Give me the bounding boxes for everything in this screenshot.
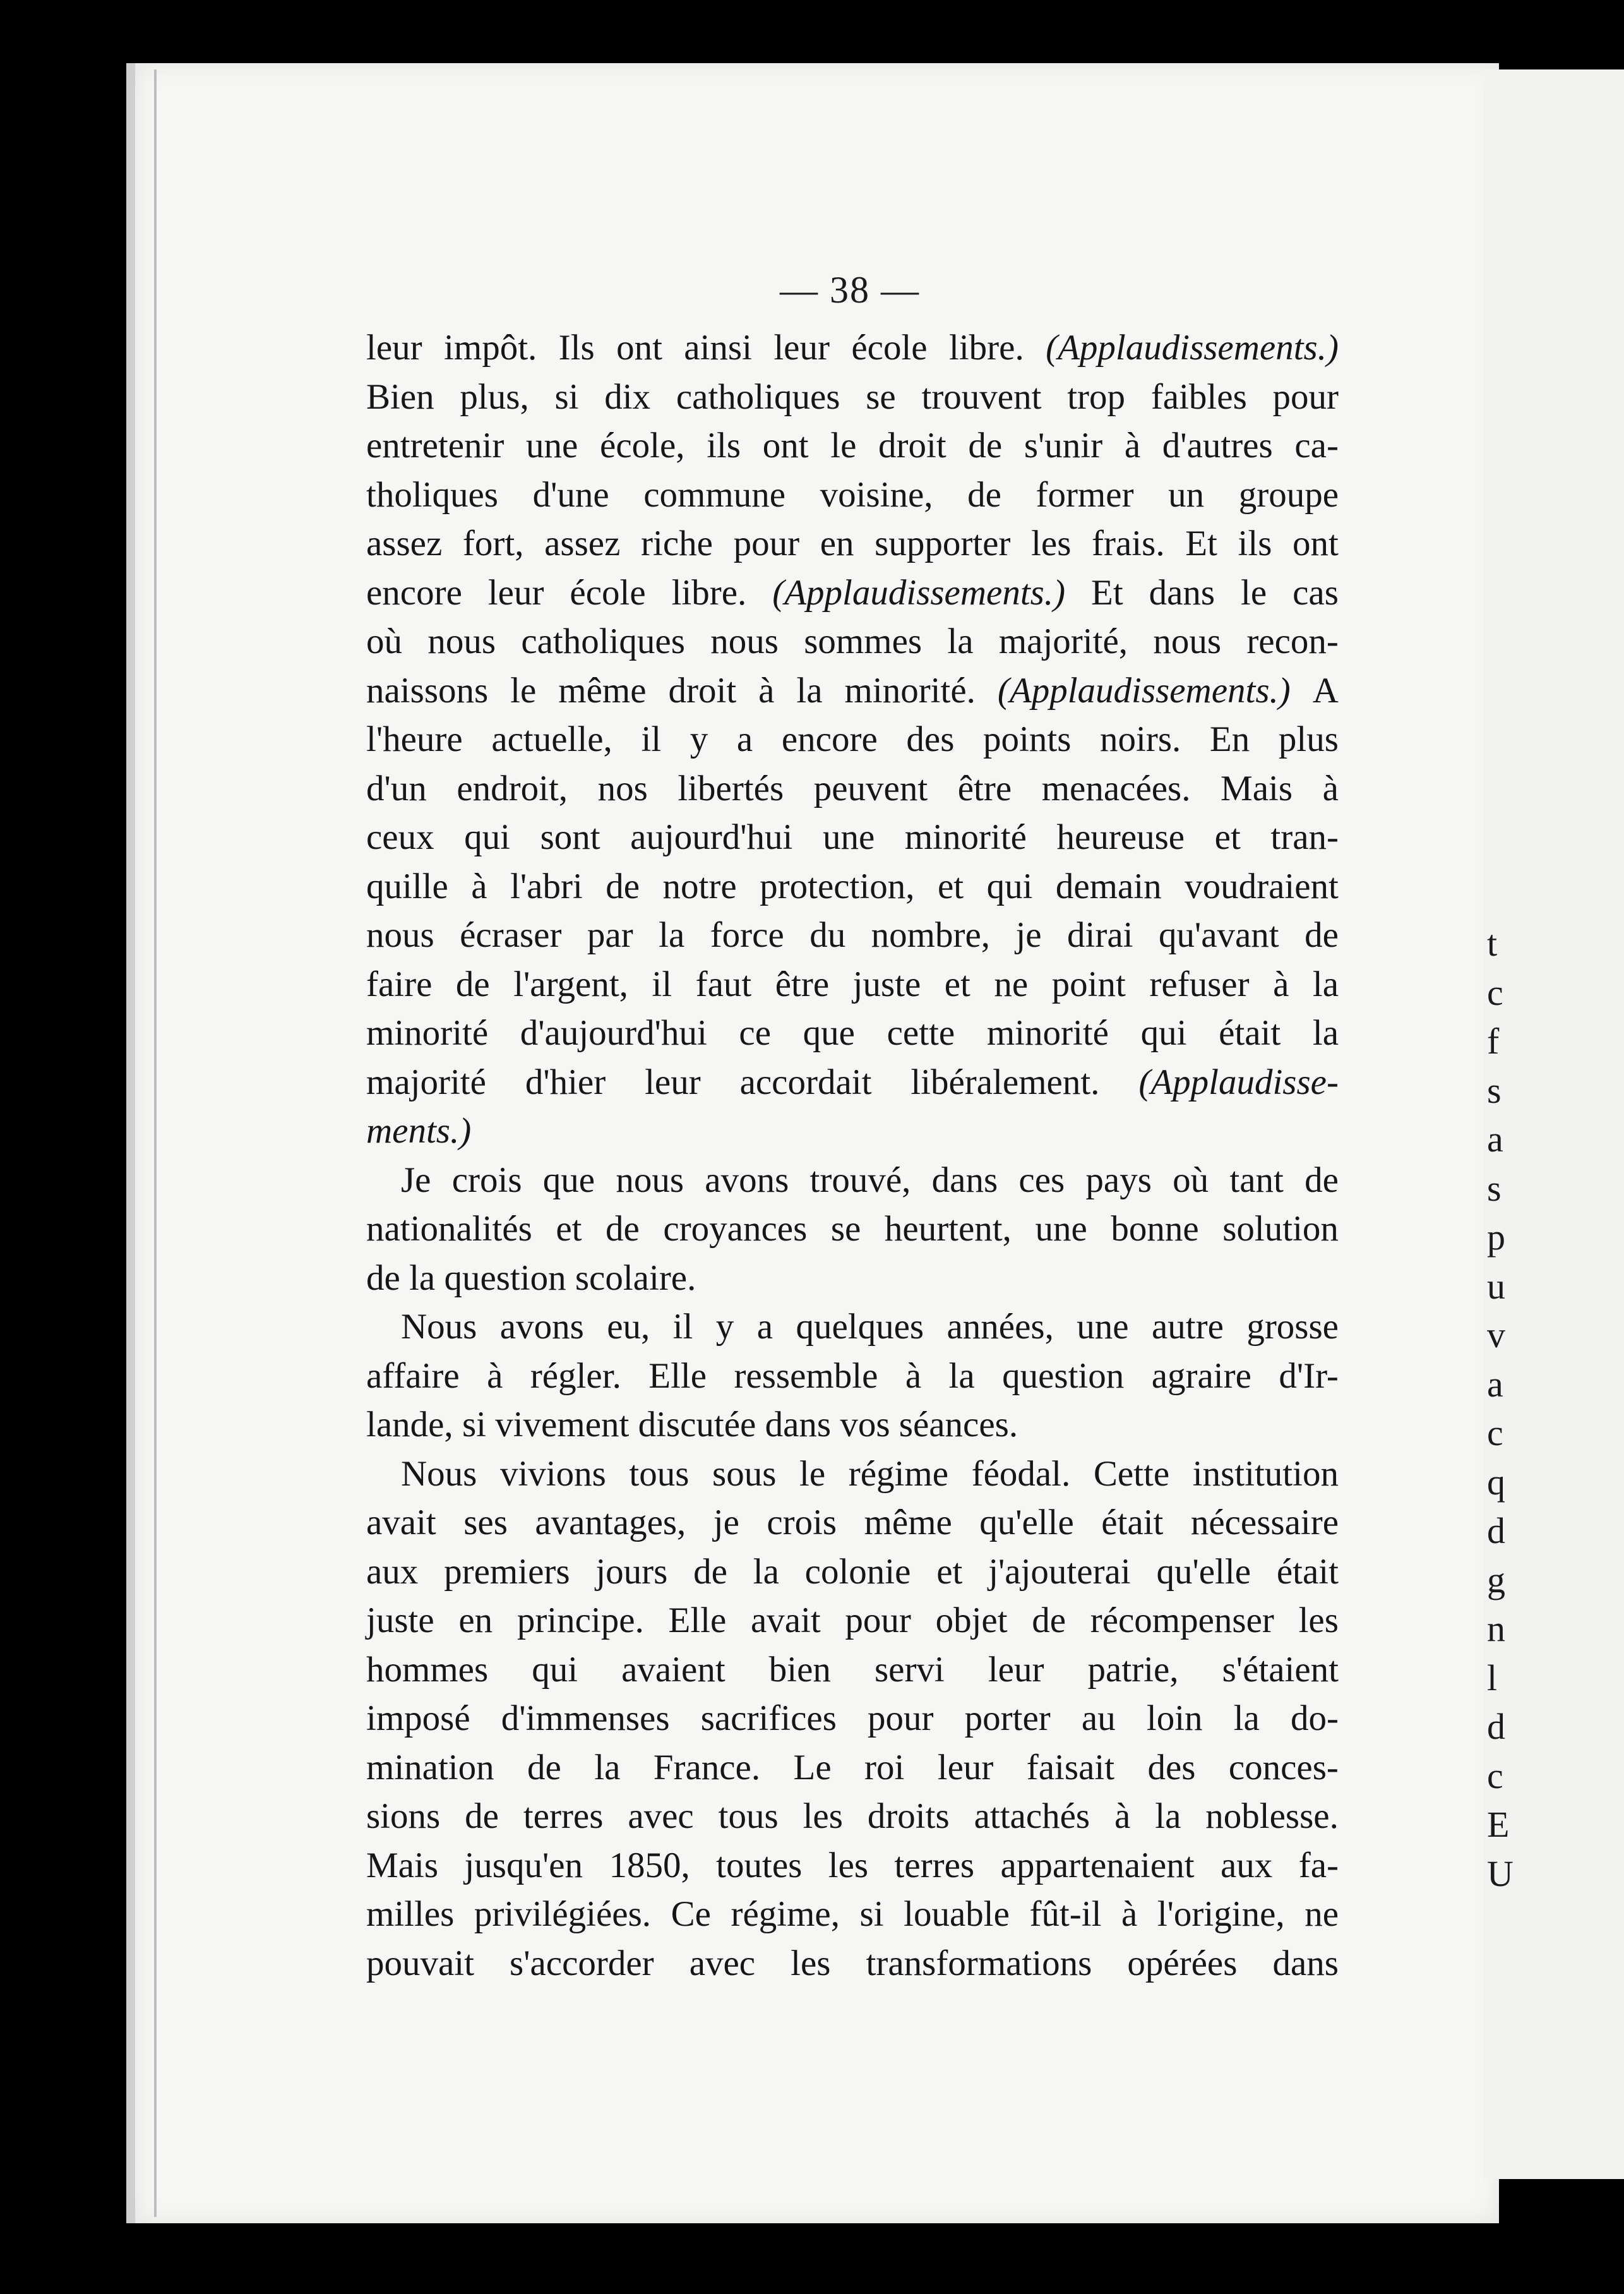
text-line: Nous avons eu, il y a quelques années, une autre grosse xyxy=(401,1307,1339,1347)
fragment-letter: v xyxy=(1487,1314,1505,1355)
text-line: milles privilégiées. Ce régime, si louable fût-il à l'origine, ne xyxy=(366,1894,1339,1934)
text-line: tholiques d'une commune voisine, de former un groupe xyxy=(366,474,1339,515)
text-line: leur impôt. Ils ont ainsi leur école libre. (Applaudissements.) xyxy=(366,328,1339,368)
fragment-letter: f xyxy=(1487,1021,1500,1062)
text-line: nous écraser par la force du nombre, je dirai qu'avant de xyxy=(366,915,1339,955)
text-line: d'un endroit, nos libertés peuvent être menacées. Mais à xyxy=(366,768,1339,808)
fragment-letter: g xyxy=(1487,1559,1505,1600)
text-line: mination de la France. Le roi leur faisait des conces- xyxy=(366,1747,1339,1787)
text-line: naissons le même droit à la minorité. (Applaudissements.) A xyxy=(366,670,1339,711)
fragment-letter: E xyxy=(1487,1804,1510,1845)
adjacent-page-fragments xyxy=(1487,919,1514,1898)
text-line: Je crois que nous avons trouvé, dans ces pays où tant de xyxy=(401,1160,1339,1200)
text-line: pouvait s'accorder avec les transformations opérées dans xyxy=(366,1943,1339,1983)
text-line: majorité d'hier leur accordait libéralement. (Applaudisse- xyxy=(366,1062,1339,1102)
text-line: quille à l'abri de notre protection, et qui demain voudraient xyxy=(366,866,1339,906)
fragment-letter: c xyxy=(1487,1412,1503,1453)
text-line: faire de l'argent, il faut être juste et ne point refuser à la xyxy=(366,964,1339,1004)
body-text xyxy=(366,323,1339,1988)
fragment-letter: a xyxy=(1487,1363,1503,1405)
text-line: encore leur école libre. (Applaudissements.) Et dans le cas xyxy=(366,572,1339,613)
fragment-letter: d xyxy=(1487,1510,1505,1551)
fragment-letter: n xyxy=(1487,1608,1505,1649)
text-line: Bien plus, si dix catholiques se trouvent trop faibles pour xyxy=(366,376,1339,417)
text-line: de la question scolaire. xyxy=(366,1258,696,1298)
text-line: nationalités et de croyances se heurtent, une bonne solution xyxy=(366,1209,1339,1249)
text-line: avait ses avantages, je crois même qu'elle était nécessaire xyxy=(366,1503,1339,1542)
text-line: lande, si vivement discutée dans vos séances. xyxy=(366,1405,1018,1444)
fragment-letter: U xyxy=(1487,1853,1514,1894)
text-line: affaire à régler. Elle ressemble à la question agraire d'Ir- xyxy=(366,1355,1339,1396)
fragment-letter: u xyxy=(1487,1265,1505,1307)
text-line: l'heure actuelle, il y a encore des points noirs. En plus xyxy=(366,719,1339,759)
text-line: ments.) xyxy=(366,1111,472,1151)
fragment-letter: c xyxy=(1487,971,1503,1013)
fragment-letter: d xyxy=(1487,1706,1505,1747)
fragment-letter: q xyxy=(1487,1461,1505,1503)
adjacent-page xyxy=(1484,69,1624,2179)
text-line: aux premiers jours de la colonie et j'ajouterai qu'elle était xyxy=(366,1551,1339,1592)
text-line: sions de terres avec tous les droits attachés à la noblesse. xyxy=(366,1796,1339,1836)
fragment-letter: s xyxy=(1487,1167,1502,1209)
text-line: Nous vivions tous sous le régime féodal. Cette institution xyxy=(401,1453,1339,1494)
fragment-letter: c xyxy=(1487,1755,1503,1796)
text-line: ceux qui sont aujourd'hui une minorité heureuse et tran- xyxy=(366,817,1339,857)
fragment-letter: l xyxy=(1487,1657,1498,1698)
page-gutter-rule xyxy=(154,69,157,2217)
page-number: — 38 — xyxy=(780,269,920,311)
text-line: assez fort, assez riche pour en supporter les frais. Et ils ont xyxy=(366,524,1339,563)
text-line: minorité d'aujourd'hui ce que cette minorité qui était la xyxy=(366,1013,1339,1053)
fragment-letter: a xyxy=(1487,1119,1503,1160)
text-line: où nous catholiques nous sommes la majorité, nous recon- xyxy=(366,622,1339,661)
fragment-letter: s xyxy=(1487,1069,1502,1111)
text-line: Mais jusqu'en 1850, toutes les terres appartenaient aux fa- xyxy=(366,1845,1339,1885)
text-line: entretenir une école, ils ont le droit de s'unir à d'autres ca- xyxy=(366,426,1339,465)
text-line: hommes qui avaient bien servi leur patrie, s'étaient xyxy=(366,1649,1339,1690)
text-line: imposé d'immenses sacrifices pour porter au loin la do- xyxy=(366,1698,1339,1738)
fragment-letter: p xyxy=(1487,1216,1505,1258)
fragment-letter: t xyxy=(1487,923,1498,964)
text-line: juste en principe. Elle avait pour objet de récompenser les xyxy=(366,1600,1339,1640)
